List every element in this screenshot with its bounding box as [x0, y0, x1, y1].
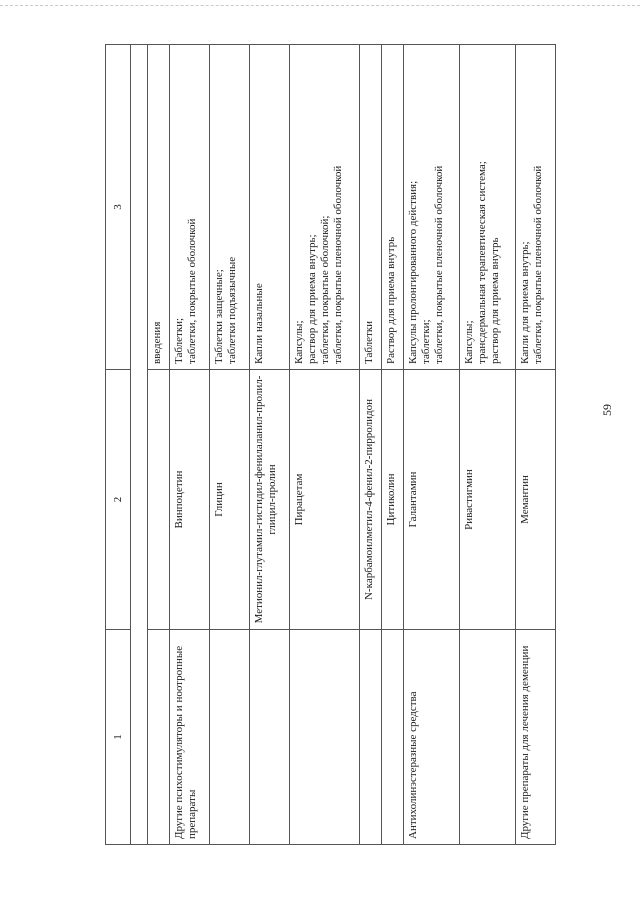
dosage-form-line: введения	[151, 321, 163, 364]
dosage-form-cell	[170, 45, 210, 370]
drug-name-cell	[148, 370, 170, 630]
dosage-form-line: раствор для приема внутрь	[489, 237, 501, 364]
dosage-form-cell	[148, 45, 170, 370]
dosage-form-line: таблетки подъязычные	[226, 256, 238, 364]
dosage-form-line: таблетки, покрытые пленочной оболочкой	[332, 165, 344, 364]
table-row	[148, 45, 170, 845]
dosage-form-line: Капсулы;	[463, 320, 475, 364]
category-cell: Другие препараты для лечения деменции	[516, 630, 556, 845]
category-cell	[382, 630, 404, 845]
dosage-form-cell	[210, 45, 250, 370]
drug-name-cell: Метионил-глутамил-гистидил-фенилаланил-пролил-глицил-пролин	[250, 370, 290, 630]
dosage-form-cell	[516, 45, 556, 370]
dosage-form-line: Таблетки;	[173, 317, 185, 364]
medication-table	[105, 44, 556, 845]
dosage-form-cell	[460, 45, 516, 370]
table-row	[360, 45, 382, 845]
drug-name-cell: Пирацетам	[290, 370, 360, 630]
drug-name-cell: Винпоцетин	[170, 370, 210, 630]
page-number: 59	[600, 404, 614, 416]
category-cell: Другие психостимуляторы и ноотропные препараты	[170, 630, 210, 845]
dosage-form-line: раствор для приема внутрь;	[306, 234, 318, 364]
scan-edge-line	[0, 5, 640, 6]
drug-name-cell: Ривастигмин	[460, 370, 516, 630]
header-row	[106, 45, 131, 845]
dosage-form-line: таблетки, покрытые оболочкой	[186, 218, 198, 364]
medication-table-container	[105, 45, 595, 845]
dosage-form-line: таблетки;	[420, 319, 432, 364]
drug-name-cell: N-карбамоилметил-4-фенил-2-пирролидон	[360, 370, 382, 630]
dosage-form-cell	[360, 45, 382, 370]
table-row	[210, 45, 250, 845]
dosage-form-cell	[404, 45, 460, 370]
category-cell	[148, 630, 170, 845]
dosage-form-line: Капсулы пролонгированного действия;	[407, 180, 419, 364]
dosage-form-line: Капли для приема внутрь;	[519, 241, 531, 364]
dosage-form-cell	[382, 45, 404, 370]
dosage-form-line: Капли назальные	[253, 283, 265, 364]
table-row	[404, 45, 460, 845]
table-row	[382, 45, 404, 845]
header-cell-3: 3	[106, 45, 131, 370]
table-row	[290, 45, 360, 845]
dosage-form-line: Раствор для приема внутрь	[385, 236, 397, 364]
dosage-form-line: трансдермальная терапевтическая система;	[476, 161, 488, 364]
header-cell-1: 1	[106, 630, 131, 845]
spacer-cell	[131, 45, 148, 370]
drug-name-cell: Мемантин	[516, 370, 556, 630]
category-cell	[290, 630, 360, 845]
dosage-form-cell	[250, 45, 290, 370]
dosage-form-line: таблетки, покрытые оболочкой;	[319, 215, 331, 364]
dosage-form-line: таблетки, покрытые пленочной оболочкой	[433, 165, 445, 364]
table-row	[170, 45, 210, 845]
category-cell	[360, 630, 382, 845]
header-cell-2: 2	[106, 370, 131, 630]
dosage-form-line: Таблетки защечные;	[213, 269, 225, 364]
spacer-row	[131, 45, 148, 845]
drug-name-cell: Цитиколин	[382, 370, 404, 630]
table-row	[516, 45, 556, 845]
category-cell	[210, 630, 250, 845]
spacer-cell	[131, 370, 148, 630]
category-cell	[460, 630, 516, 845]
drug-name-cell: Галантамин	[404, 370, 460, 630]
category-cell	[250, 630, 290, 845]
dosage-form-line: Капсулы;	[293, 320, 305, 364]
drug-name-cell: Глицин	[210, 370, 250, 630]
category-cell: Антихолинэстеразные средства	[404, 630, 460, 845]
dosage-form-cell	[290, 45, 360, 370]
dosage-form-line: Таблетки	[363, 320, 375, 364]
table-row	[460, 45, 516, 845]
table-row	[250, 45, 290, 845]
dosage-form-line: таблетки, покрытые пленочной оболочкой	[532, 165, 544, 364]
spacer-cell	[131, 630, 148, 845]
